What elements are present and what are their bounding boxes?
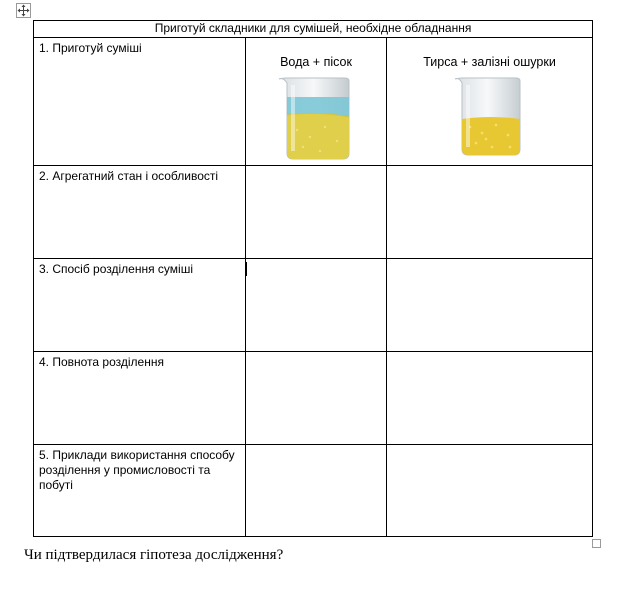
beaker-sawdust-iron-icon <box>452 75 528 157</box>
table-header-cell[interactable] <box>34 21 593 38</box>
cell-state-sawdust-iron[interactable] <box>387 166 593 259</box>
cell-examples-sawdust-iron[interactable] <box>387 445 593 537</box>
text-cursor <box>245 262 247 276</box>
lab-table <box>33 20 593 537</box>
hypothesis-question: Чи підтвердилася гіпотеза дослідження? <box>24 547 284 563</box>
row-label-method[interactable] <box>34 259 246 352</box>
row-label-text: 2. Агрегатний стан і особливості <box>39 169 219 183</box>
cell-method-water-sand[interactable] <box>246 259 387 352</box>
row-label-state[interactable] <box>34 166 246 259</box>
move-arrows-icon <box>17 4 30 17</box>
column-title-sawdust-iron: Тирса + залізні ошурки <box>423 55 556 69</box>
row-label-examples[interactable] <box>34 445 246 537</box>
table-header-text: Приготуй складники для сумішей, необхідне обладнання <box>154 21 472 35</box>
beaker-water-sand-icon <box>275 75 357 161</box>
cell-state-water-sand[interactable] <box>246 166 387 259</box>
row-label-text: 1. Приготуй суміші <box>39 41 142 55</box>
column-sawdust-iron[interactable] <box>387 38 593 166</box>
table-move-handle[interactable] <box>16 3 31 18</box>
column-title-water-sand: Вода + пісок <box>280 55 352 69</box>
row-label-prepare[interactable] <box>34 38 246 166</box>
row-label-text: 4. Повнота розділення <box>39 355 164 369</box>
row-label-text: 3. Спосіб розділення суміші <box>39 262 194 276</box>
column-water-sand[interactable] <box>246 38 387 166</box>
cell-method-sawdust-iron[interactable] <box>387 259 593 352</box>
cell-examples-water-sand[interactable] <box>246 445 387 537</box>
row-label-completeness[interactable] <box>34 352 246 445</box>
row-label-text: 5. Приклади використання способу розділення у промисловості та побуті <box>39 448 235 492</box>
cell-completeness-water-sand[interactable] <box>246 352 387 445</box>
cell-completeness-sawdust-iron[interactable] <box>387 352 593 445</box>
table-resize-handle[interactable] <box>592 539 601 548</box>
